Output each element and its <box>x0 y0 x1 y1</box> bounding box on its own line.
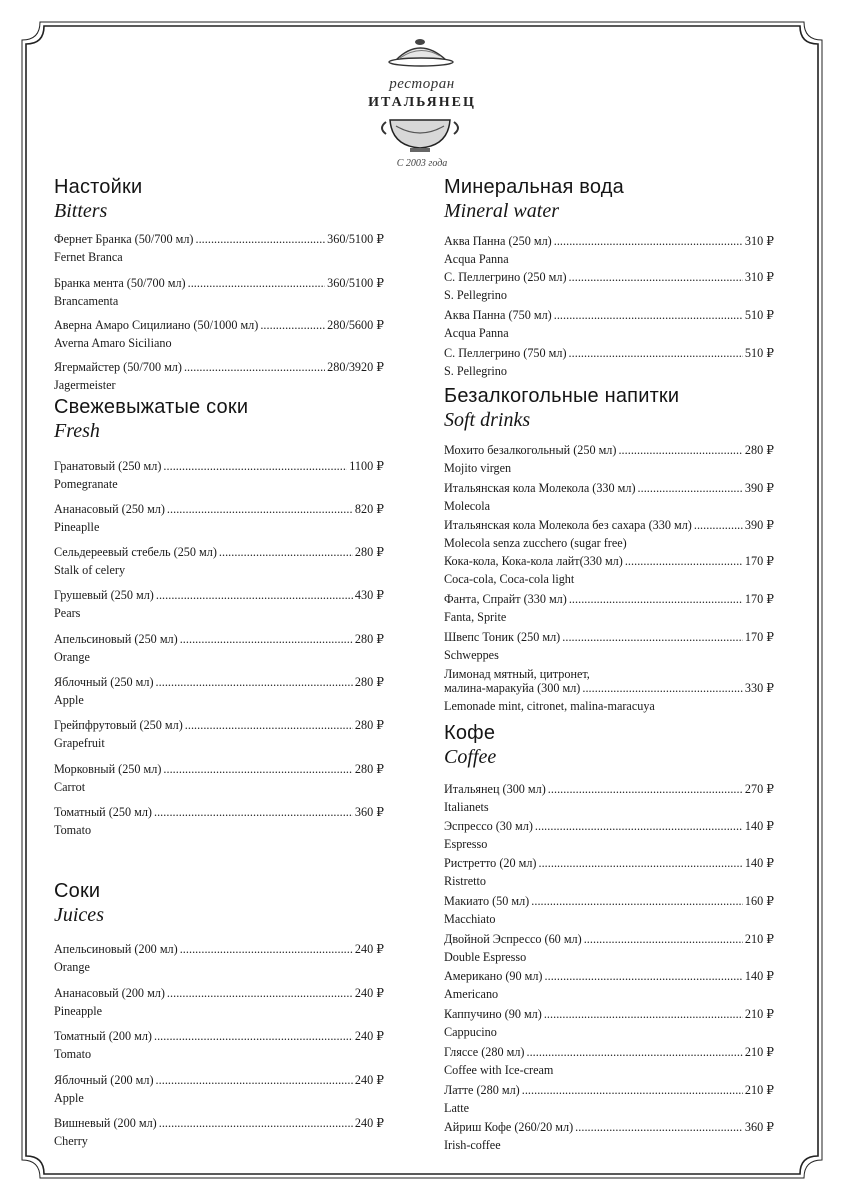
item-price: 280 ₽ <box>354 675 384 689</box>
brand-name: ИТАЛЬЯНЕЦ <box>368 95 476 110</box>
dot-leader <box>582 681 743 695</box>
item-name: Аква Панна (750 мл) <box>444 308 552 322</box>
item-price: 360 ₽ <box>744 1120 774 1134</box>
item-row <box>444 592 774 606</box>
item-name: Гляссе (280 мл) <box>444 1045 525 1059</box>
item-price: 240 ₽ <box>354 1029 384 1043</box>
section-title-english: Bitters <box>54 200 108 222</box>
item-name-english: Fernet Branca <box>54 250 123 264</box>
item-name-english: Molecola senza zucchero (sugar free) <box>444 536 627 550</box>
dot-leader <box>167 502 353 516</box>
item-row <box>444 481 774 495</box>
item-name-english: Apple <box>54 1091 84 1105</box>
item-row <box>54 718 384 732</box>
menu-item <box>54 318 384 350</box>
tureen-icon <box>0 0 844 160</box>
item-price: 280/5600 ₽ <box>327 318 384 332</box>
item-row <box>54 232 384 246</box>
menu-item <box>444 856 774 888</box>
menu-item <box>54 805 384 837</box>
item-name-english: S. Pellegrino <box>444 288 507 302</box>
item-name: Итальянская кола Молекола без сахара (330 мл) <box>444 518 692 532</box>
item-row <box>444 308 774 322</box>
item-price: 330 ₽ <box>744 681 774 695</box>
item-price: 360/5100 ₽ <box>327 232 384 246</box>
item-row <box>444 1083 774 1097</box>
menu-item <box>54 718 384 750</box>
item-name: Фернет Бранка (50/700 мл) <box>54 232 194 246</box>
item-row <box>444 681 774 695</box>
item-row <box>54 805 384 819</box>
item-row <box>54 588 384 602</box>
item-price: 170 ₽ <box>744 630 774 644</box>
dot-leader <box>569 270 743 284</box>
item-row <box>444 932 774 946</box>
item-name-english: Espresso <box>444 837 488 851</box>
item-name-english: Tomato <box>54 823 92 837</box>
item-name-english: Americano <box>444 987 499 1001</box>
item-name-english: Pomegranate <box>54 477 118 491</box>
section-title: Соки <box>54 880 101 902</box>
item-name-english: Coffee with Ice-cream <box>444 1063 554 1077</box>
dot-leader <box>156 675 353 689</box>
item-price: 360/5100 ₽ <box>327 276 384 290</box>
item-row <box>444 819 774 833</box>
menu-item <box>54 632 384 664</box>
section-title: Минеральная вода <box>444 176 624 198</box>
dot-leader <box>535 819 743 833</box>
item-name-english: Brancamenta <box>54 294 119 308</box>
menu-item <box>444 308 774 340</box>
item-name-english: S. Pellegrino <box>444 364 507 378</box>
item-name-english: Averna Amaro Siciliano <box>54 336 172 350</box>
item-price: 310 ₽ <box>744 270 774 284</box>
menu-item <box>54 502 384 534</box>
item-name-english: Carrot <box>54 780 86 794</box>
item-name-english: Pears <box>54 606 81 620</box>
dot-leader <box>522 1083 743 1097</box>
item-name: Томатный (250 мл) <box>54 805 152 819</box>
item-row <box>444 346 774 360</box>
item-price: 280 ₽ <box>354 632 384 646</box>
dot-leader <box>188 276 326 290</box>
item-name-english: Stalk of celery <box>54 563 126 577</box>
item-price: 270 ₽ <box>744 782 774 796</box>
menu-item <box>54 1029 384 1061</box>
item-price: 390 ₽ <box>744 518 774 532</box>
item-name: Швепс Тоник (250 мл) <box>444 630 561 644</box>
item-name: Яблочный (200 мл) <box>54 1073 154 1087</box>
menu-item <box>444 270 774 302</box>
dot-leader <box>545 969 743 983</box>
dot-leader <box>548 782 743 796</box>
item-row <box>54 545 384 559</box>
dot-leader <box>694 518 743 532</box>
since-year: С 2003 года <box>396 158 448 169</box>
item-price: 510 ₽ <box>744 346 774 360</box>
item-name: С. Пеллегрино (250 мл) <box>444 270 567 284</box>
item-row <box>54 1029 384 1043</box>
item-name-english: Pineapple <box>54 1004 103 1018</box>
item-row <box>54 762 384 776</box>
menu-item <box>444 1120 774 1152</box>
section-title: Настойки <box>54 176 143 198</box>
dot-leader <box>185 718 353 732</box>
item-price: 140 ₽ <box>744 819 774 833</box>
dot-leader <box>554 234 743 248</box>
item-name: Томатный (200 мл) <box>54 1029 152 1043</box>
dot-leader <box>154 805 353 819</box>
menu-item <box>54 942 384 974</box>
item-name-english: Irish-coffee <box>444 1138 501 1152</box>
item-name: Кока-кола, Кока-кола лайт(330 мл) <box>444 554 623 568</box>
dot-leader <box>180 942 353 956</box>
menu-item <box>444 630 774 662</box>
dot-leader <box>159 1116 353 1130</box>
item-name: Каппучино (90 мл) <box>444 1007 542 1021</box>
section-title: Кофе <box>444 722 496 744</box>
menu-item <box>444 667 774 713</box>
item-name-english: Acqua Panna <box>444 326 509 340</box>
item-row <box>54 502 384 516</box>
item-price: 140 ₽ <box>744 856 774 870</box>
menu-item <box>444 1045 774 1077</box>
item-name-english: Macchiato <box>444 912 496 926</box>
dot-leader <box>569 592 743 606</box>
dot-leader <box>260 318 325 332</box>
dot-leader <box>180 632 353 646</box>
item-name-english: Fanta, Sprite <box>444 610 507 624</box>
item-row <box>54 276 384 290</box>
item-name: Сельдереевый стебель (250 мл) <box>54 545 217 559</box>
item-name-english: Orange <box>54 650 90 664</box>
item-name-english: Cappucino <box>444 1025 497 1039</box>
section-title-english: Soft drinks <box>444 409 531 431</box>
item-name-english: Tomato <box>54 1047 92 1061</box>
item-name: Бранка мента (50/700 мл) <box>54 276 186 290</box>
item-price: 210 ₽ <box>744 1045 774 1059</box>
item-name-english: Pineaplle <box>54 520 100 534</box>
section-title-english: Coffee <box>444 746 497 768</box>
item-price: 390 ₽ <box>744 481 774 495</box>
menu-item <box>54 545 384 577</box>
item-name-english: Orange <box>54 960 90 974</box>
item-row <box>54 1073 384 1087</box>
item-price: 210 ₽ <box>744 932 774 946</box>
menu-item <box>54 276 384 308</box>
menu-item <box>54 986 384 1018</box>
dot-leader <box>526 1045 742 1059</box>
item-name-english: Mojito virgen <box>444 461 512 475</box>
menu-item <box>54 232 384 264</box>
item-name-english: Acqua Panna <box>444 252 509 266</box>
item-name-english: Coca-cola, Coca-cola light <box>444 572 575 586</box>
menu-item <box>54 1073 384 1105</box>
item-name: Латте (280 мл) <box>444 1083 520 1097</box>
dot-leader <box>538 856 742 870</box>
item-price: 140 ₽ <box>744 969 774 983</box>
item-name: Мохито безалкогольный (250 мл) <box>444 443 617 457</box>
dot-leader <box>195 232 325 246</box>
menu-item <box>444 592 774 624</box>
item-name: Вишневый (200 мл) <box>54 1116 157 1130</box>
section-title-english: Fresh <box>54 420 100 442</box>
dot-leader <box>163 762 353 776</box>
dot-leader <box>156 588 353 602</box>
item-name: Двойной Эспрессо (60 мл) <box>444 932 582 946</box>
menu-item <box>444 969 774 1001</box>
item-price: 280/3920 ₽ <box>327 360 384 374</box>
menu-item <box>444 481 774 513</box>
item-price: 240 ₽ <box>354 986 384 1000</box>
item-name: Яблочный (250 мл) <box>54 675 154 689</box>
item-name: Ягермайстер (50/700 мл) <box>54 360 182 374</box>
item-row <box>54 318 384 332</box>
item-price: 210 ₽ <box>744 1083 774 1097</box>
menu-item <box>54 1116 384 1148</box>
item-name: Айриш Кофе (260/20 мл) <box>444 1120 574 1134</box>
dot-leader <box>156 1073 353 1087</box>
menu-item <box>54 675 384 707</box>
item-name: Аверна Амаро Сицилиано (50/1000 мл) <box>54 318 259 332</box>
item-row <box>444 630 774 644</box>
dot-leader <box>163 459 347 473</box>
menu-item <box>444 554 774 586</box>
item-name-english: Cherry <box>54 1134 88 1148</box>
menu-item <box>444 346 774 378</box>
item-price: 160 ₽ <box>744 894 774 908</box>
item-price: 820 ₽ <box>354 502 384 516</box>
item-name: Грушевый (250 мл) <box>54 588 154 602</box>
item-name: Ристретто (20 мл) <box>444 856 537 870</box>
item-price: 280 ₽ <box>354 762 384 776</box>
item-name: Ананасовый (200 мл) <box>54 986 165 1000</box>
item-name-english: Molecola <box>444 499 491 513</box>
menu-item <box>444 894 774 926</box>
item-price: 170 ₽ <box>744 592 774 606</box>
menu-item <box>54 360 384 392</box>
item-price: 510 ₽ <box>744 308 774 322</box>
item-row <box>54 1116 384 1130</box>
item-name: Гранатовый (250 мл) <box>54 459 162 473</box>
menu-item <box>444 1083 774 1115</box>
item-name-english: Apple <box>54 693 84 707</box>
item-row <box>54 360 384 374</box>
item-name-english: Jagermeister <box>54 378 116 392</box>
item-name: Фанта, Спрайт (330 мл) <box>444 592 567 606</box>
dot-leader <box>544 1007 743 1021</box>
item-row <box>54 459 384 473</box>
item-name-english: Grapefruit <box>54 736 105 750</box>
menu-item <box>444 443 774 475</box>
item-row <box>54 632 384 646</box>
item-name: Аква Панна (250 мл) <box>444 234 552 248</box>
item-row <box>444 518 774 532</box>
item-row <box>444 270 774 284</box>
item-row <box>444 1007 774 1021</box>
item-name: С. Пеллегрино (750 мл) <box>444 346 567 360</box>
menu-item <box>54 588 384 620</box>
item-row <box>54 986 384 1000</box>
item-price: 240 ₽ <box>354 1073 384 1087</box>
item-row <box>444 969 774 983</box>
dot-leader <box>167 986 353 1000</box>
item-name-english: Italianets <box>444 800 489 814</box>
dot-leader <box>531 894 743 908</box>
item-name-line: Лимонад мятный, цитронет, <box>444 667 590 681</box>
item-row <box>54 942 384 956</box>
item-name: Апельсиновый (250 мл) <box>54 632 178 646</box>
item-name-english: Ristretto <box>444 874 486 888</box>
dot-leader <box>575 1120 743 1134</box>
dot-leader <box>618 443 742 457</box>
section-title: Безалкогольные напитки <box>444 385 680 407</box>
item-name: Итальянец (300 мл) <box>444 782 546 796</box>
item-row <box>54 675 384 689</box>
item-price: 430 ₽ <box>354 588 384 602</box>
item-name: малина-маракуйа (300 мл) <box>444 681 581 695</box>
dot-leader <box>184 360 325 374</box>
item-price: 280 ₽ <box>354 718 384 732</box>
dot-leader <box>554 308 743 322</box>
item-row <box>444 894 774 908</box>
item-row <box>444 234 774 248</box>
item-price: 280 ₽ <box>354 545 384 559</box>
item-price: 360 ₽ <box>354 805 384 819</box>
dot-leader <box>562 630 743 644</box>
section-title: Свежевыжатые соки <box>54 396 249 418</box>
item-row <box>444 1120 774 1134</box>
menu-item <box>444 782 774 814</box>
item-name: Апельсиновый (200 мл) <box>54 942 178 956</box>
section-title-english: Mineral water <box>444 200 559 222</box>
menu-item <box>444 819 774 851</box>
dot-leader <box>625 554 743 568</box>
brand-subtitle: ресторан <box>389 76 455 92</box>
dot-leader <box>154 1029 353 1043</box>
item-name: Эспрессо (30 мл) <box>444 819 533 833</box>
item-name: Морковный (250 мл) <box>54 762 162 776</box>
item-name: Американо (90 мл) <box>444 969 543 983</box>
menu-item <box>444 518 774 550</box>
item-price: 170 ₽ <box>744 554 774 568</box>
item-price: 1100 ₽ <box>349 459 384 473</box>
menu-item <box>54 459 384 491</box>
item-name: Ананасовый (250 мл) <box>54 502 165 516</box>
item-row <box>444 782 774 796</box>
item-row <box>444 1045 774 1059</box>
dot-leader <box>584 932 743 946</box>
item-name-english: Latte <box>444 1101 470 1115</box>
menu-item <box>54 762 384 794</box>
item-name: Итальянская кола Молекола (330 мл) <box>444 481 636 495</box>
dot-leader <box>569 346 743 360</box>
item-row <box>444 554 774 568</box>
item-price: 210 ₽ <box>744 1007 774 1021</box>
item-name-english: Lemonade mint, citronet, malina-maracuya <box>444 699 655 713</box>
item-name: Грейпфрутовый (250 мл) <box>54 718 183 732</box>
section-title-english: Juices <box>54 904 104 926</box>
dot-leader <box>219 545 353 559</box>
item-price: 310 ₽ <box>744 234 774 248</box>
item-row <box>444 856 774 870</box>
item-name-english: Schweppes <box>444 648 499 662</box>
item-price: 280 ₽ <box>744 443 774 457</box>
item-price: 240 ₽ <box>354 942 384 956</box>
menu-item <box>444 932 774 964</box>
menu-item <box>444 1007 774 1039</box>
dot-leader <box>638 481 743 495</box>
menu-item <box>444 234 774 266</box>
item-price: 240 ₽ <box>354 1116 384 1130</box>
item-row <box>444 443 774 457</box>
item-name-english: Double Espresso <box>444 950 527 964</box>
item-name: Макиато (50 мл) <box>444 894 530 908</box>
